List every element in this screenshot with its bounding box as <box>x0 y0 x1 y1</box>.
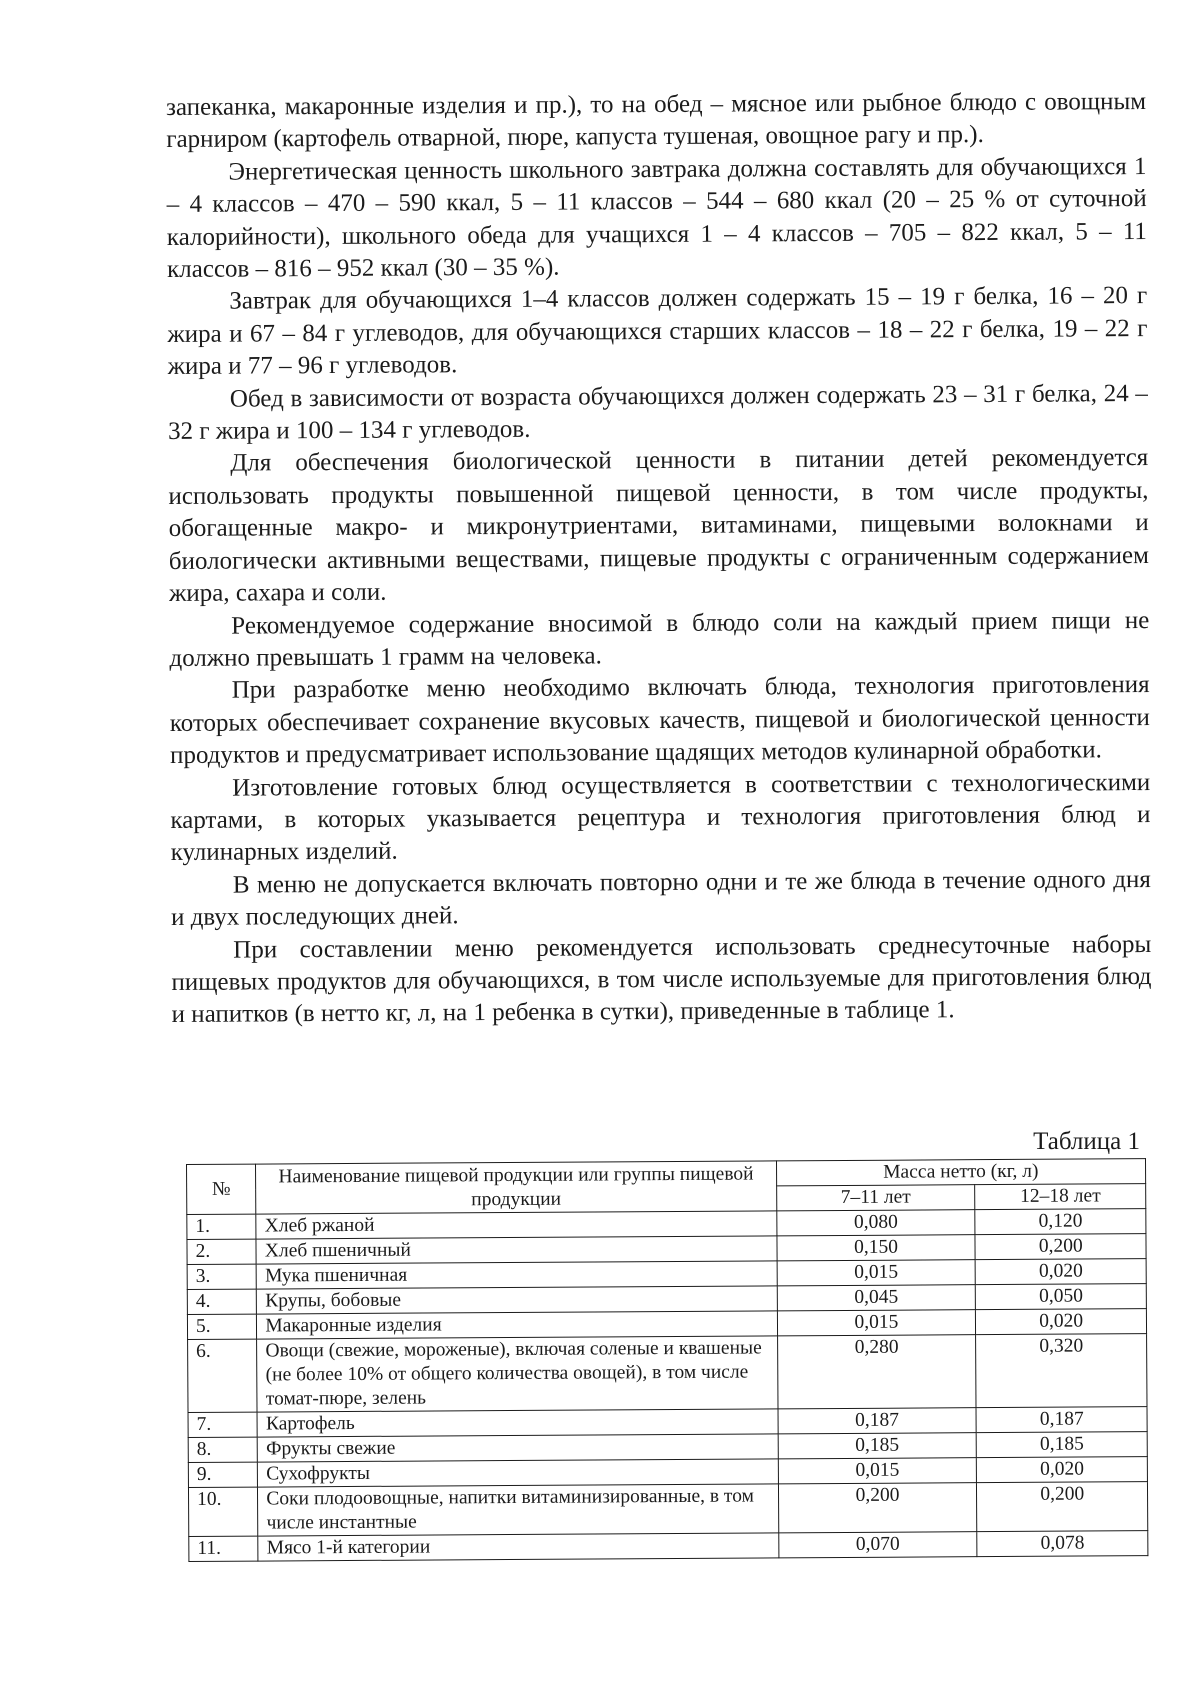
header-product-name: Наименование пищевой продукции или группы пищевой продукции <box>256 1161 776 1214</box>
cell-mass-7-11: 0,080 <box>776 1210 975 1236</box>
cell-mass-12-18: 0,320 <box>976 1334 1147 1408</box>
paragraph: Обед в зависимости от возраста обучающихся должен содержать 23 – 31 г белка, 24 – 32 г жира и 100 – 134 г углеводов. <box>167 379 1148 446</box>
table-caption: Таблица 1 <box>1033 1128 1140 1155</box>
cell-mass-7-11: 0,015 <box>777 1260 976 1286</box>
cell-mass-7-11: 0,200 <box>778 1483 977 1533</box>
cell-product-name: Мясо 1-й категории <box>258 1533 778 1561</box>
paragraph: В меню не допускается включать повторно одни и те же блюда в течение одного дня и двух последующих дней. <box>170 865 1151 932</box>
cell-mass-7-11: 0,015 <box>778 1458 977 1484</box>
body-text <box>166 86 1152 1032</box>
table-row <box>188 1334 1147 1413</box>
cell-mass-12-18: 0,078 <box>977 1531 1148 1557</box>
paragraph: При составлении меню рекомендуется использовать среднесуточные наборы пищевых продуктов для обучающихся, в том числе используемые для приготовления блюд и напитков (в нетто кг, л, на 1 ребенка в сутки), приведенные в таблице 1. <box>171 930 1152 1029</box>
cell-number: 4. <box>187 1289 256 1314</box>
header-age-7-11: 7–11 лет <box>776 1185 975 1211</box>
cell-product-name: Крупы, бобовые <box>257 1286 777 1314</box>
paragraph: Изготовление готовых блюд осуществляется в соответствии с технологическими картами, в которых указывается рецептура и технология приготовления блюд и кулинарных изделий. <box>170 768 1151 867</box>
header-number: № <box>187 1164 257 1214</box>
cell-number: 1. <box>187 1214 256 1239</box>
paragraph: Для обеспечения биологической ценности в питании детей рекомендуется использовать продукты повышенной пищевой ценности, в том числе продукты, обогащенные макро- и микронутриентами, витаминами, пищевыми волокнами и биологически активными веществами, пищевые продукты с ограниченным содержанием жира, сахара и соли. <box>168 444 1149 608</box>
cell-number: 9. <box>188 1462 257 1487</box>
cell-product-name: Фрукты свежие <box>258 1434 778 1462</box>
paragraph: запеканка, макаронные изделия и пр.), то на обед – мясное или рыбное блюдо с овощным гарниром (картофель отварной, пюре, капуста тушеная, овощное рагу и пр.). <box>166 88 1147 154</box>
cell-mass-7-11: 0,045 <box>777 1285 976 1311</box>
cell-mass-12-18: 0,200 <box>977 1482 1148 1532</box>
cell-product-name: Хлеб пшеничный <box>256 1236 776 1264</box>
cell-product-name: Хлеб ржаной <box>256 1211 776 1239</box>
cell-number: 11. <box>189 1536 258 1561</box>
paragraph: Завтрак для обучающихся 1–4 классов должен содержать 15 – 19 г белка, 16 – 20 г жира и 67 – 84 г углеводов, для обучающихся старших классов – 18 – 22 г белка, 19 – 22 г жира и 77 – 96 г углеводов. <box>167 282 1148 381</box>
table-row <box>189 1531 1148 1562</box>
table-body <box>187 1209 1148 1562</box>
cell-mass-7-11: 0,187 <box>778 1408 977 1434</box>
cell-product-name: Овощи (свежие, мороженые), включая соленые и квашеные (не более 10% от общего количества овощей), в том числе томат-пюре, зелень <box>257 1336 778 1412</box>
paragraph: Рекомендуемое содержание вносимой в блюдо соли на каждый прием пищи не должно превышать 1 грамм на человека. <box>169 606 1150 672</box>
header-net-mass: Масса нетто (кг, л) <box>776 1159 1146 1186</box>
cell-number: 6. <box>188 1339 258 1412</box>
cell-mass-12-18: 0,020 <box>977 1457 1148 1483</box>
cell-mass-7-11: 0,185 <box>778 1433 977 1459</box>
cell-mass-12-18: 0,120 <box>975 1209 1146 1235</box>
cell-number: 7. <box>188 1412 257 1437</box>
cell-product-name: Мука пшеничная <box>256 1261 776 1289</box>
cell-product-name: Макаронные изделия <box>257 1311 777 1339</box>
cell-number: 5. <box>187 1314 256 1339</box>
cell-number: 2. <box>187 1239 256 1264</box>
cell-mass-7-11: 0,280 <box>777 1335 976 1409</box>
cell-mass-7-11: 0,015 <box>777 1310 976 1336</box>
cell-number: 3. <box>187 1264 256 1289</box>
cell-mass-12-18: 0,020 <box>976 1309 1147 1335</box>
cell-mass-12-18: 0,187 <box>976 1407 1147 1433</box>
cell-mass-12-18: 0,050 <box>976 1284 1147 1310</box>
cell-mass-7-11: 0,150 <box>776 1235 975 1261</box>
cell-mass-7-11: 0,070 <box>778 1532 977 1558</box>
cell-mass-12-18: 0,200 <box>975 1234 1146 1260</box>
cell-mass-12-18: 0,185 <box>977 1432 1148 1458</box>
paragraph: При разработке меню необходимо включать блюда, технология приготовления которых обеспечивает сохранение вкусовых качеств, пищевой и биологической ценности продуктов и предусматривает использование щадящих методов кулинарной обработки. <box>169 671 1150 770</box>
cell-mass-12-18: 0,020 <box>976 1259 1147 1285</box>
table-row <box>188 1482 1147 1537</box>
food-norms-table <box>186 1158 1148 1562</box>
cell-number: 8. <box>188 1437 257 1462</box>
cell-product-name: Соки плодоовощные, напитки витаминизированные, в том числе инстантные <box>258 1484 778 1536</box>
cell-product-name: Картофель <box>257 1409 777 1437</box>
header-age-12-18: 12–18 лет <box>975 1184 1146 1210</box>
cell-number: 10. <box>188 1487 258 1536</box>
paragraph: Энергетическая ценность школьного завтрака должна составлять для обучающихся 1 – 4 классов – 470 – 590 ккал, 5 – 11 классов – 544 – 680 ккал (20 – 25 % от суточной калорийности), школьного обеда для учащихся 1 – 4 классов – 705 – 822 ккал, 5 – 11 классов – 816 – 952 ккал (30 – 35 %). <box>166 152 1147 284</box>
cell-product-name: Сухофрукты <box>258 1459 778 1487</box>
